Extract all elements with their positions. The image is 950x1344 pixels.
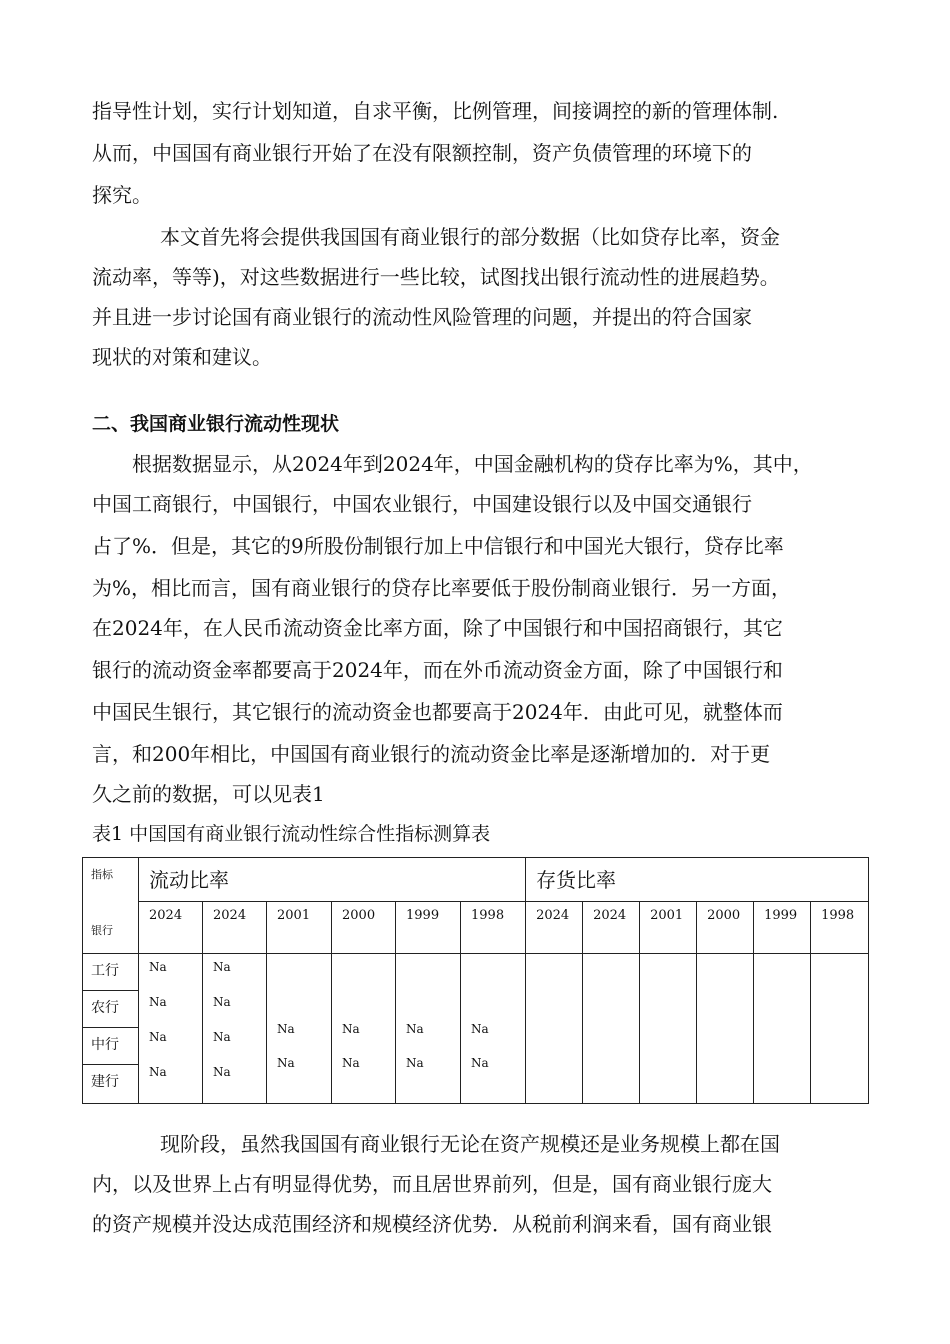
table-caption: 表1 中国国有商业银行流动性综合性指标测算表 xyxy=(92,823,491,845)
values-col-3 xyxy=(267,954,332,1104)
value-cell: Na xyxy=(149,960,167,974)
empty-cell xyxy=(526,954,583,1104)
p3-line-3: 占了%．但是，其它的9所股份制银行加上中信银行和中国光大银行，贷存比率 xyxy=(92,534,784,558)
empty-cell xyxy=(697,954,754,1104)
year-header: 1998 xyxy=(461,902,526,954)
value-cell: Na xyxy=(213,1030,231,1044)
p3-line-4: 为%，相比而言，国有商业银行的贷存比率要低于股份制商业银行．另一方面， xyxy=(92,576,792,600)
empty-cell xyxy=(811,954,869,1104)
year-header: 2024 xyxy=(583,902,640,954)
p4-line-3: 的资产规模并没达成范围经济和规模经济优势．从税前利润来看，国有商业银 xyxy=(92,1212,772,1236)
corner-label-bank: 银行 xyxy=(91,924,113,937)
bank-label: 工行 xyxy=(83,954,139,991)
p3-line-9: 久之前的数据，可以见表1 xyxy=(92,782,325,806)
value-cell: Na xyxy=(342,1022,360,1036)
bank-label: 农行 xyxy=(83,991,139,1028)
p2-line-3: 并且进一步讨论国有商业银行的流动性风险管理的问题，并提出的符合国家 xyxy=(92,305,752,329)
year-header: 2001 xyxy=(640,902,697,954)
year-header: 1999 xyxy=(396,902,461,954)
empty-cell xyxy=(640,954,697,1104)
value-cell: Na xyxy=(406,1022,424,1036)
p3-line-6: 银行的流动资金率都要高于2024年，而在外币流动资金方面，除了中国银行和 xyxy=(92,658,783,682)
corner-cell xyxy=(83,858,139,954)
bank-label: 中行 xyxy=(83,1028,139,1065)
value-cell: Na xyxy=(213,1065,231,1079)
empty-cell xyxy=(754,954,811,1104)
value-cell: Na xyxy=(277,1056,295,1070)
value-cell: Na xyxy=(213,995,231,1009)
p4-line-1: 现阶段，虽然我国国有商业银行无论在资产规模还是业务规模上都在国 xyxy=(160,1132,780,1156)
corner-label-indicator: 指标 xyxy=(91,868,113,881)
year-header: 1999 xyxy=(754,902,811,954)
year-header: 2001 xyxy=(267,902,332,954)
year-header: 2024 xyxy=(203,902,267,954)
p3-line-1: 根据数据显示，从2024年到2024年，中国金融机构的贷存比率为%，其中， xyxy=(132,452,813,476)
p2-line-4: 现状的对策和建议。 xyxy=(92,345,272,369)
value-cell: Na xyxy=(149,995,167,1009)
values-col-1 xyxy=(139,954,203,1104)
year-header: 2024 xyxy=(139,902,203,954)
p2-line-2: 流动率，等等)，对这些数据进行一些比较，试图找出银行流动性的进展趋势。 xyxy=(92,265,780,289)
year-header: 1998 xyxy=(811,902,869,954)
value-cell: Na xyxy=(213,960,231,974)
p1-line-2: 从而，中国国有商业银行开始了在没有限额控制，资产负债管理的环境下的 xyxy=(92,141,752,165)
bank-label: 建行 xyxy=(83,1065,139,1104)
group-header-liquidity-ratio: 流动比率 xyxy=(139,858,526,902)
value-cell: Na xyxy=(471,1022,489,1036)
empty-cell xyxy=(583,954,640,1104)
year-header: 2000 xyxy=(697,902,754,954)
year-header: 2024 xyxy=(526,902,583,954)
values-col-5 xyxy=(396,954,461,1104)
p3-line-8: 言，和200年相比，中国国有商业银行的流动资金比率是逐渐增加的．对于更 xyxy=(92,742,771,766)
p3-line-7: 中国民生银行，其它银行的流动资金也都要高于2024年．由此可见，就整体而 xyxy=(92,700,783,724)
value-cell: Na xyxy=(342,1056,360,1070)
section-heading: 二、我国商业银行流动性现状 xyxy=(92,413,340,435)
p1-line-1: 指导性计划，实行计划知道，自求平衡，比例管理，间接调控的新的管理体制. xyxy=(92,99,779,123)
liquidity-table xyxy=(82,857,869,1104)
value-cell: Na xyxy=(149,1065,167,1079)
value-cell: Na xyxy=(406,1056,424,1070)
values-col-4 xyxy=(332,954,396,1104)
year-header: 2000 xyxy=(332,902,396,954)
value-cell: Na xyxy=(277,1022,295,1036)
p3-line-2: 中国工商银行，中国银行，中国农业银行，中国建设银行以及中国交通银行 xyxy=(92,492,752,516)
p4-line-2: 内，以及世界上占有明显得优势，而且居世界前列，但是，国有商业银行庞大 xyxy=(92,1172,772,1196)
p1-line-3: 探究。 xyxy=(92,183,152,207)
p2-line-1: 本文首先将会提供我国国有商业银行的部分数据（比如贷存比率，资金 xyxy=(160,225,780,249)
group-header-inventory-ratio: 存货比率 xyxy=(526,858,869,902)
values-col-2 xyxy=(203,954,267,1104)
p3-line-5: 在2024年，在人民币流动资金比率方面，除了中国银行和中国招商银行，其它 xyxy=(92,616,783,640)
value-cell: Na xyxy=(149,1030,167,1044)
value-cell: Na xyxy=(471,1056,489,1070)
values-col-6 xyxy=(461,954,526,1104)
